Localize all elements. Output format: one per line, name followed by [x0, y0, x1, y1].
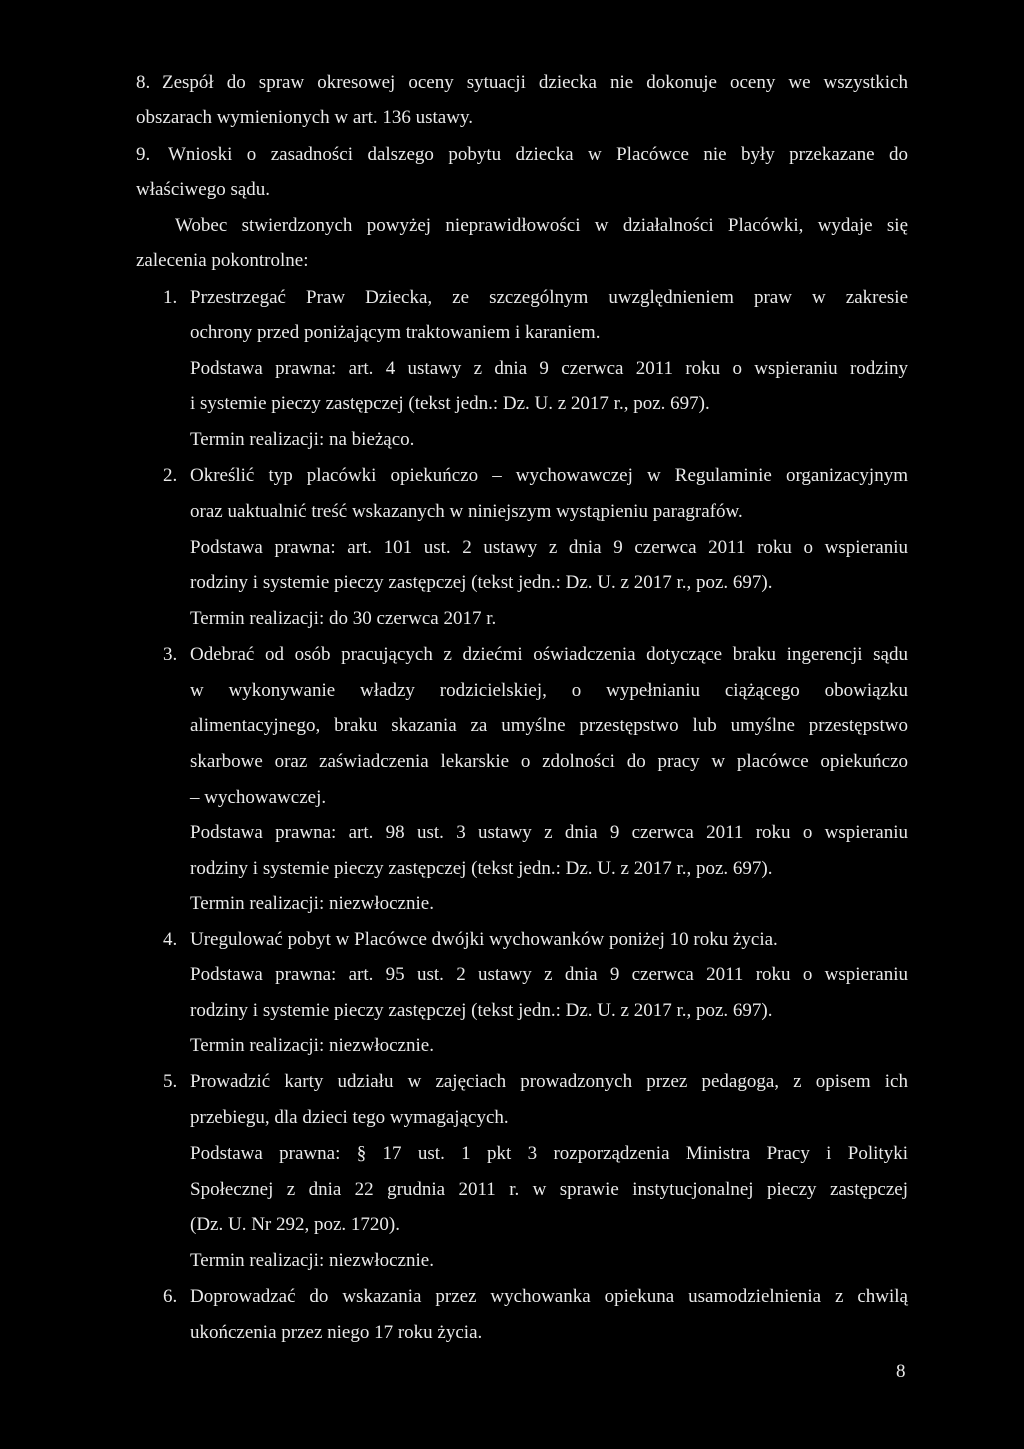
recommendation-number: 5. [163, 1071, 178, 1092]
recommendation-number: 1. [163, 287, 178, 308]
legal-basis-line: rodziny i systemie pieczy zastępczej (tekst jedn.: Dz. U. z 2017 r., poz. 697). [190, 858, 773, 879]
deadline-line: Termin realizacji: niezwłocznie. [190, 1035, 434, 1056]
recommendation-line: oraz uaktualnić treść wskazanych w niniejszym wystąpieniu paragrafów. [190, 501, 743, 522]
legal-basis-line: Podstawa prawna: art. 101 ust. 2 ustawy z dnia 9 czerwca 2011 roku o wspieraniu [190, 537, 908, 558]
legal-basis-line: rodziny i systemie pieczy zastępczej (tekst jedn.: Dz. U. z 2017 r., poz. 697). [190, 572, 773, 593]
recommendation-line: przebiegu, dla dzieci tego wymagających. [190, 1107, 509, 1128]
deadline-line: Termin realizacji: niezwłocznie. [190, 893, 434, 914]
recommendation-line: Określić typ placówki opiekuńczo – wychowawczej w Regulaminie organizacyjnym [190, 465, 908, 486]
finding-number: 9. [136, 144, 151, 165]
finding-line: właściwego sądu. [136, 179, 271, 200]
finding-line: Zespół do spraw okresowej oceny sytuacji dziecka nie dokonuje oceny we wszystkich [162, 72, 908, 93]
finding-number: 8. [136, 72, 151, 93]
recommendation-line: ochrony przed poniżającym traktowaniem i karaniem. [190, 322, 601, 343]
legal-basis-line: rodziny i systemie pieczy zastępczej (tekst jedn.: Dz. U. z 2017 r., poz. 697). [190, 1000, 773, 1021]
finding-line: obszarach wymienionych w art. 136 ustawy. [136, 107, 473, 128]
finding-line: Wnioski o zasadności dalszego pobytu dziecka w Placówce nie były przekazane do [168, 144, 908, 165]
legal-basis-line: Podstawa prawna: § 17 ust. 1 pkt 3 rozporządzenia Ministra Pracy i Polityki [190, 1143, 908, 1164]
legal-basis-line: Podstawa prawna: art. 98 ust. 3 ustawy z dnia 9 czerwca 2011 roku o wspieraniu [190, 822, 908, 843]
recommendation-line: skarbowe oraz zaświadczenia lekarskie o zdolności do pracy w placówce opiekuńczo [190, 751, 908, 772]
intro-line: Wobec stwierdzonych powyżej nieprawidłowości w działalności Placówki, wydaje się [175, 215, 908, 236]
deadline-line: Termin realizacji: na bieżąco. [190, 429, 415, 450]
legal-basis-line: Społecznej z dnia 22 grudnia 2011 r. w sprawie instytucjonalnej pieczy zastępczej [190, 1179, 908, 1200]
legal-basis-line: Podstawa prawna: art. 95 ust. 2 ustawy z dnia 9 czerwca 2011 roku o wspieraniu [190, 964, 908, 985]
intro-line: zalecenia pokontrolne: [136, 250, 309, 271]
recommendation-line: w wykonywanie władzy rodzicielskiej, o wypełnianiu ciążącego obowiązku [190, 680, 908, 701]
recommendation-line: Przestrzegać Praw Dziecka, ze szczególnym uwzględnieniem praw w zakresie [190, 287, 908, 308]
deadline-line: Termin realizacji: do 30 czerwca 2017 r. [190, 608, 497, 629]
recommendation-number: 4. [163, 929, 178, 950]
recommendation-number: 6. [163, 1286, 178, 1307]
recommendation-number: 2. [163, 465, 178, 486]
legal-basis-line: (Dz. U. Nr 292, poz. 1720). [190, 1214, 401, 1235]
recommendation-line: Prowadzić karty udziału w zajęciach prowadzonych przez pedagoga, z opisem ich [190, 1071, 908, 1092]
recommendation-line: ukończenia przez niego 17 roku życia. [190, 1322, 483, 1343]
legal-basis-line: Podstawa prawna: art. 4 ustawy z dnia 9 czerwca 2011 roku o wspieraniu rodziny [190, 358, 908, 379]
recommendation-line: Odebrać od osób pracujących z dziećmi oświadczenia dotyczące braku ingerencji sądu [190, 644, 908, 665]
recommendation-line: Uregulować pobyt w Placówce dwójki wychowanków poniżej 10 roku życia. [190, 929, 778, 950]
deadline-line: Termin realizacji: niezwłocznie. [190, 1250, 434, 1271]
legal-basis-line: i systemie pieczy zastępczej (tekst jedn.: Dz. U. z 2017 r., poz. 697). [190, 393, 710, 414]
recommendation-line: alimentacyjnego, braku skazania za umyślne przestępstwo lub umyślne przestępstwo [190, 715, 908, 736]
page-number: 8 [896, 1361, 906, 1382]
recommendation-line: – wychowawczej. [190, 787, 327, 808]
recommendation-line: Doprowadzać do wskazania przez wychowanka opiekuna usamodzielnienia z chwilą [190, 1286, 908, 1307]
recommendation-number: 3. [163, 644, 178, 665]
